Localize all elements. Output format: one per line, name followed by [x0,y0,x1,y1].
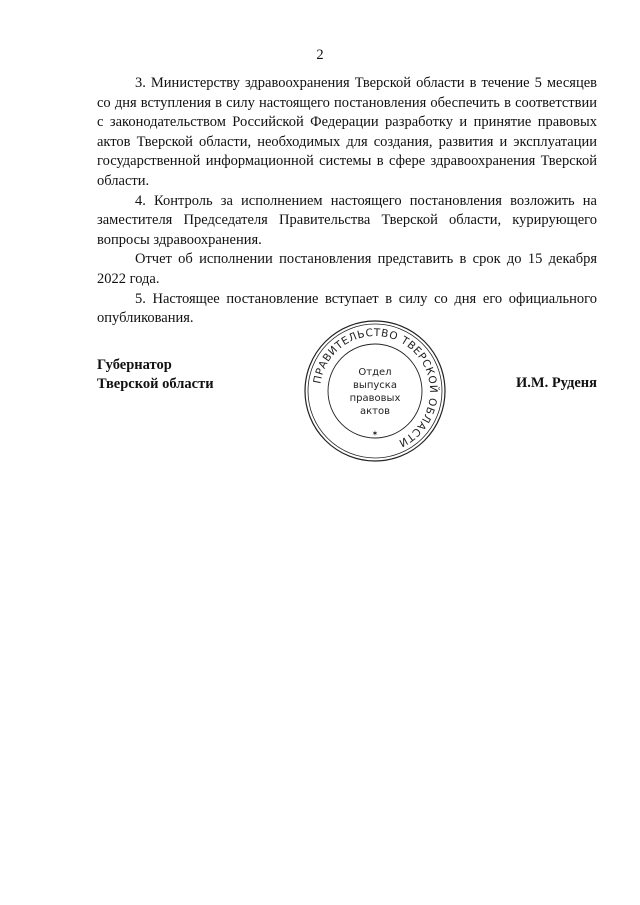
document-body [97,74,597,329]
seal-inner-ring [328,344,422,438]
official-seal [303,319,447,463]
seal-center-line2: выпуска [353,380,397,391]
signatory-title [97,356,214,394]
seal-ring-text: ПРАВИТЕЛЬСТВО ТВЕРСКОЙ ОБЛАСТИ [311,326,440,450]
seal-center-line4: актов [359,406,391,417]
page-number: 2 [316,47,324,63]
seal-center-line1: Отдел [358,367,392,378]
signatory-title-line2: Тверской области [97,376,214,392]
paragraph-report: Отчет об исполнении постановления представить в срок до 15 декабря 2022 года. [97,251,597,287]
seal-star: ✶ [371,429,379,438]
paragraph-5: 5. Настоящее постановление вступает в силу со дня его официального опубликования. [97,290,597,327]
signatory-name: И.М. Руденя [515,375,597,391]
signatory-title-line1: Губернатор [97,357,172,373]
seal-center-line3: правовых [349,393,401,404]
paragraph-4: 4. Контроль за исполнением настоящего постановления возложить на заместителя Председателя Правительства Тверской области, курирующего вопросы здравоохранения. [97,192,597,248]
paragraph-3: 3. Министерству здравоохранения Тверской области в течение 5 месяцев со дня вступления в силу настоящего постановления обеспечить в соответствии с законодательством Российской Федерации разработку и принятие правовых актов Тверской области, необходимых для создания, развития и эксплуатации государственной информационной системы в сфере здравоохранения Тверской области. [97,75,597,189]
seal-outer-ring [305,321,445,461]
